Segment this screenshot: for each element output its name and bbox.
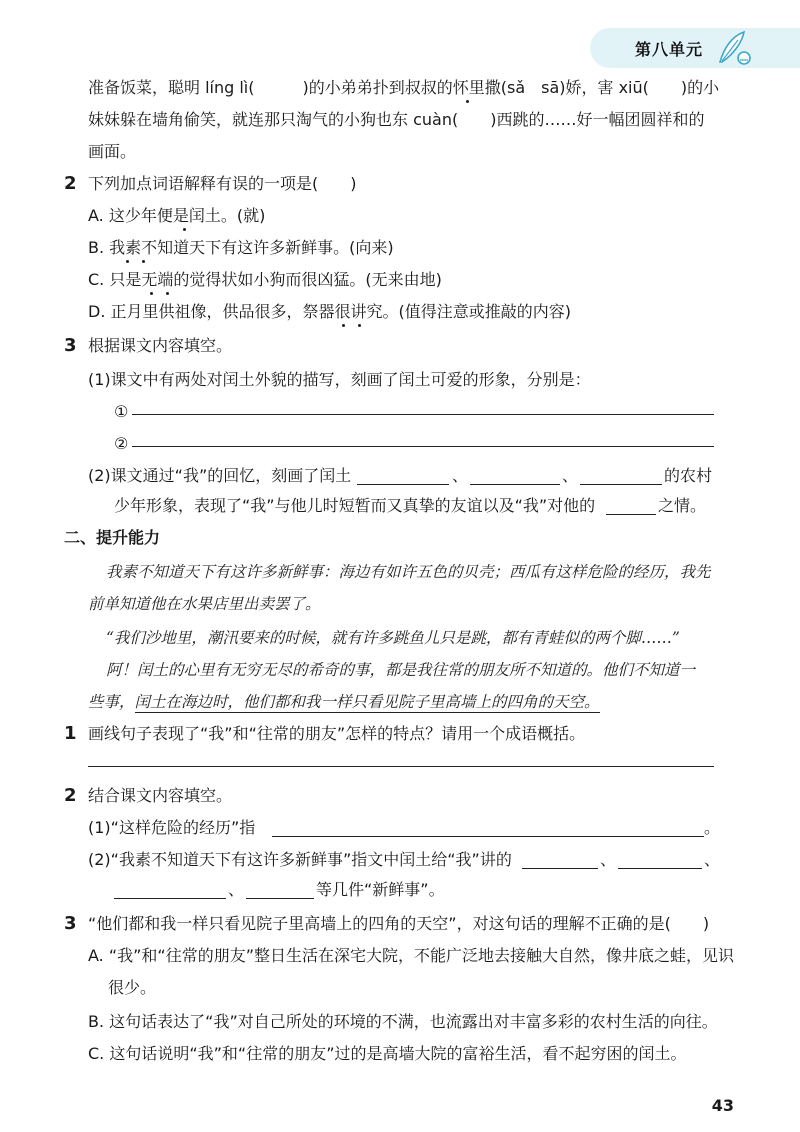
blank-feeling[interactable] <box>606 514 656 515</box>
section-title: 二、提升能力 <box>64 528 161 547</box>
separator: 、 <box>704 850 721 869</box>
blank-trait-3[interactable] <box>580 484 662 485</box>
answer-marker-2: ② <box>114 434 129 453</box>
blank-trait-1[interactable] <box>357 484 449 485</box>
fill-prompt-1: (1)“这样危险的经历”指 <box>88 818 256 837</box>
option-d: D. 正月里供祖像，供品很多，祭器很讲究。(值得注意或推敲的内容) <box>88 302 571 321</box>
passage-line-3: “我们沙地里，潮汛要来的时候，就有许多跳鱼儿只是跳，都有青蛙似的两个脚……” <box>106 629 680 647</box>
fill-prompt-1: (1)课文中有两处对闰土外貌的描写，刻画了闰土可爱的形象，分别是： <box>88 370 591 389</box>
question-stem: 画线句子表现了“我”和“往常的朋友”怎样的特点？请用一个成语概括。 <box>88 724 586 743</box>
unit-header-tab <box>590 28 800 68</box>
option-a-cont: 很少。 <box>108 978 157 997</box>
intro-line-3: 画面。 <box>88 142 137 161</box>
question-number: 3 <box>64 913 77 934</box>
question-number: 3 <box>64 335 77 356</box>
emphasis-dot <box>183 228 186 231</box>
question-stem: 下列加点词语解释有误的一项是( ) <box>88 174 357 193</box>
emphasis-dot <box>150 292 153 295</box>
emphasis-dot <box>466 100 469 103</box>
fill-prompt-2-cont: 的农村 <box>664 466 713 485</box>
question-stem: 结合课文内容填空。 <box>88 786 233 805</box>
fill-prompt-2-end: 之情。 <box>658 496 707 515</box>
answer-line-2[interactable] <box>132 446 714 447</box>
blank-trait-2[interactable] <box>470 484 560 485</box>
passage-line-4: 阿！闰土的心里有无穷无尽的希奇的事，都是我往常的朋友所不知道的。他们不知道一 <box>106 661 696 679</box>
feather-pen-icon <box>714 28 754 68</box>
emphasis-dot <box>358 324 361 327</box>
passage-line-2: 前单知道他在水果店里出卖罢了。 <box>88 595 321 613</box>
underlined-sentence: 闰土在海边时，他们都和我一样只看见院子里高墙上的四角的天空。 <box>134 693 600 711</box>
question-number: 2 <box>64 173 77 194</box>
option-b: B. 我素不知道天下有这许多新鲜事。(向来) <box>88 238 394 257</box>
blank-new-thing-1[interactable] <box>522 868 598 869</box>
passage-line-1: 我素不知道天下有这许多新鲜事：海边有如许五色的贝壳；西瓜有这样危险的经历，我先 <box>106 563 711 581</box>
fill-prompt-2: (2)课文通过“我”的回忆，刻画了闰土 <box>88 466 352 485</box>
separator: 、 <box>600 850 617 869</box>
option-a: A. “我”和“往常的朋友”整日生活在深宅大院，不能广泛地去接触大自然，像井底之蛙，见识 <box>88 946 734 965</box>
emphasis-dot <box>142 260 145 263</box>
option-c: C. 这句话说明“我”和“往常的朋友”过的是高墙大院的富裕生活，看不起穷困的闰土。 <box>88 1044 687 1063</box>
blank-new-thing-4[interactable] <box>246 898 314 899</box>
emphasis-dot <box>166 292 169 295</box>
answer-line-idiom[interactable] <box>88 766 714 767</box>
emphasis-dot <box>342 324 345 327</box>
blank-new-thing-2[interactable] <box>618 868 702 869</box>
emphasis-dot <box>126 260 129 263</box>
answer-marker-1: ① <box>114 402 129 421</box>
blank-danger-experience[interactable] <box>272 836 704 837</box>
page-number: 43 <box>711 1096 734 1115</box>
question-stem: 根据课文内容填空。 <box>88 336 233 355</box>
separator: 、 <box>228 880 245 899</box>
answer-line-1[interactable] <box>132 414 714 415</box>
separator: 、 <box>562 466 579 485</box>
option-c: C. 只是无端的觉得状如小狗而很凶猛。(无来由地) <box>88 270 442 289</box>
passage-line-5-start: 些事， <box>88 693 135 711</box>
option-b: B. 这句话表达了“我”对自己所处的环境的不满，也流露出对丰富多彩的农村生活的向往。 <box>88 1012 718 1031</box>
fill-prompt-2: (2)“我素不知道天下有这许多新鲜事”指文中闰土给“我”讲的 <box>88 850 512 869</box>
option-a: A. 这少年便是闰土。(就) <box>88 206 266 225</box>
question-number: 2 <box>64 785 77 806</box>
period: 。 <box>704 818 721 837</box>
fill-prompt-2-end: 等几件“新鲜事”。 <box>316 880 445 899</box>
separator: 、 <box>452 466 469 485</box>
blank-new-thing-3[interactable] <box>114 898 226 899</box>
question-stem: “他们都和我一样只看见院子里高墙上的四角的天空”，对这句话的理解不正确的是( ) <box>88 914 710 933</box>
intro-line-1: 准备饭菜，聪明 líng lì( )的小弟弟扑到叔叔的怀里撒(sǎ sā)娇，害 xiū( )的小 <box>88 78 720 97</box>
intro-line-2: 妹妹躲在墙角偷笑，就连那只淘气的小狗也东 cuàn( )西跳的……好一幅团圆祥和的 <box>88 110 705 129</box>
question-number: 1 <box>64 723 77 744</box>
unit-title: 第八单元 <box>635 40 704 59</box>
passage-line-5 <box>88 692 600 712</box>
fill-prompt-2-line2: 少年形象，表现了“我”与他儿时短暂而又真挚的友谊以及“我”对他的 <box>114 496 596 515</box>
